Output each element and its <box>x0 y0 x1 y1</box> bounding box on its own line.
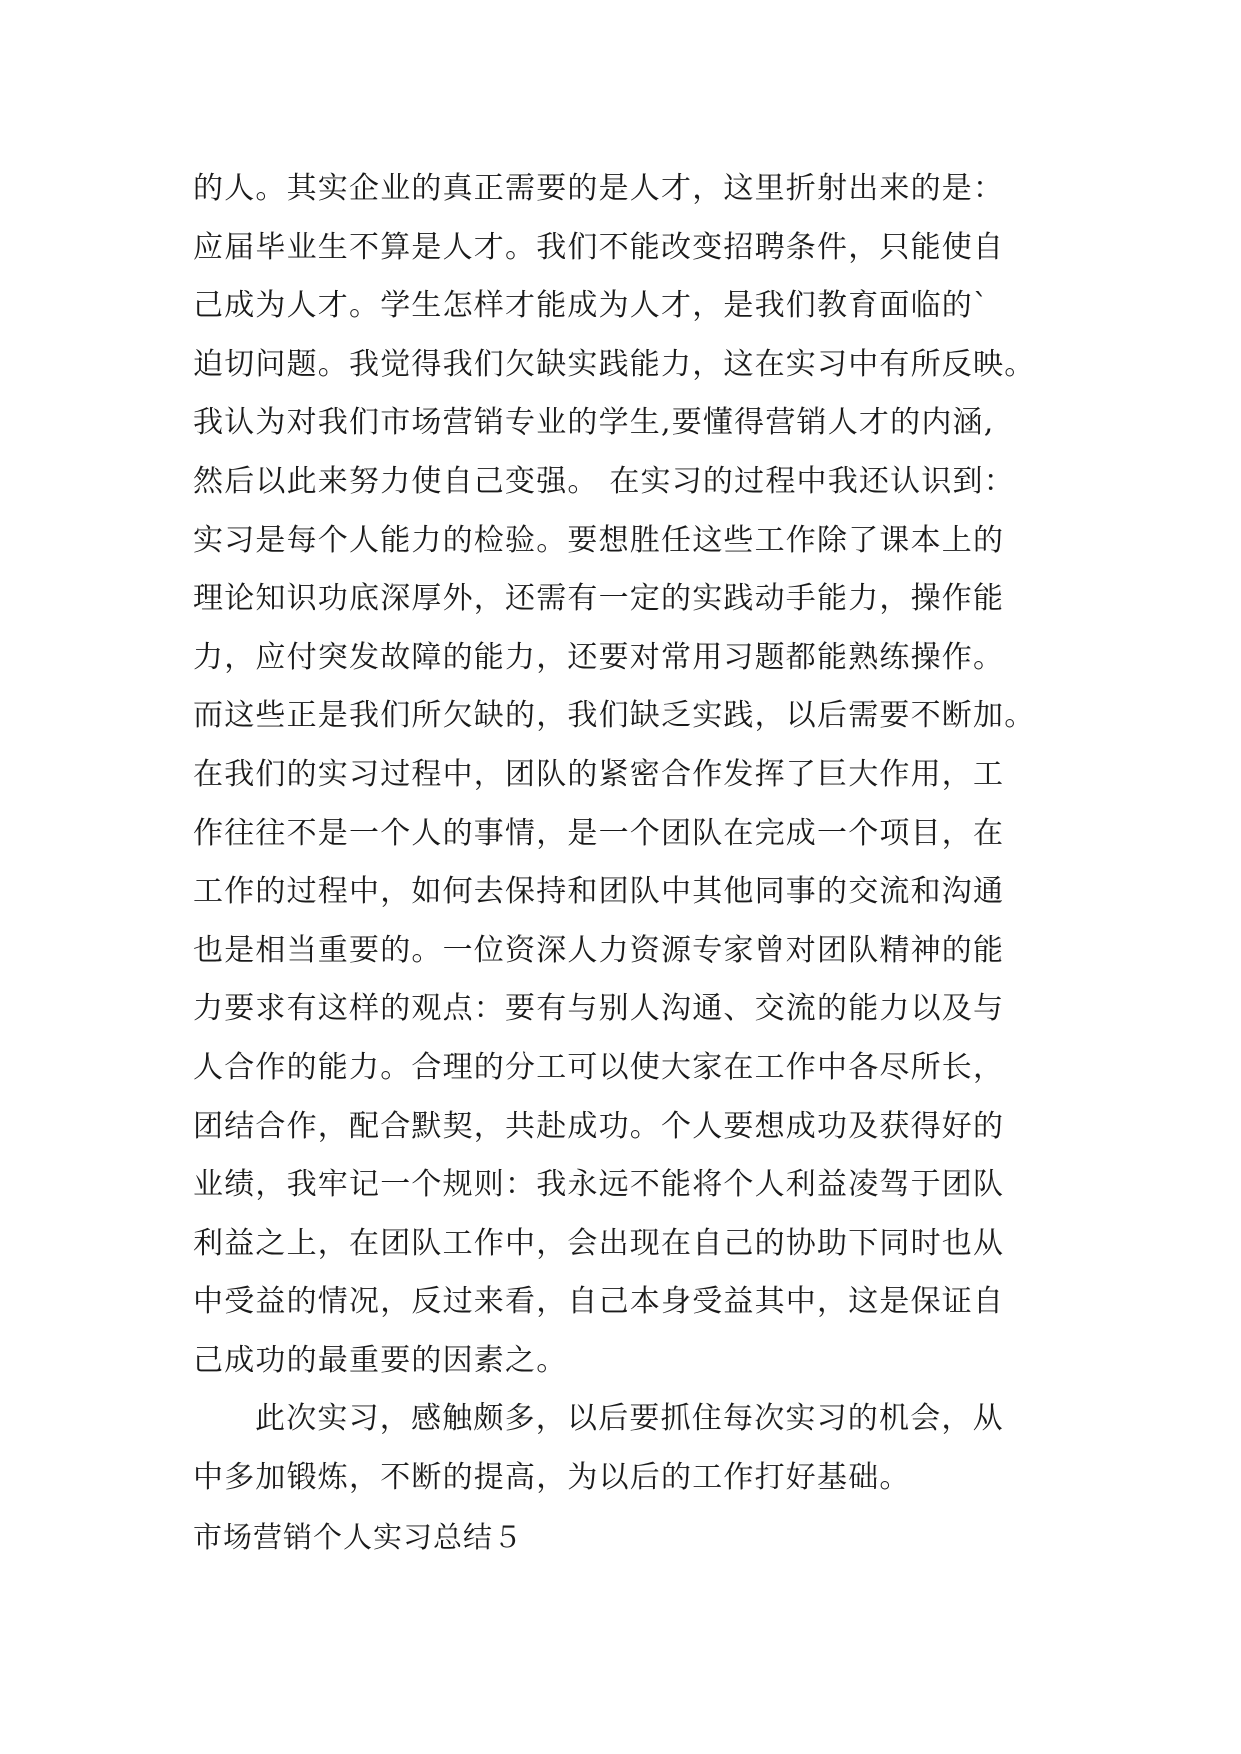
text-line: 利益之上，在团队工作中，会出现在自己的协助下同时也从 <box>193 1225 1005 1261</box>
body-text <box>193 160 1073 1566</box>
text-line: 的人。其实企业的真正需要的是人才，这里折射出来的是： <box>193 171 1005 206</box>
text-line: 力，应付突发故障的能力，还要对常用习题都能熟练操作。 <box>193 639 1005 675</box>
text-line: 实习是每个人能力的检验。要想胜任这些工作除了课本上的 <box>193 522 1005 558</box>
text-line: 己成为人才。学生怎样才能成为人才，是我们教育面临的` <box>193 288 990 324</box>
text-line: 人合作的能力。合理的分工可以使大家在工作中各尽所长， <box>193 1049 1005 1085</box>
text-line: 迫切问题。我觉得我们欠缺实践能力，这在实习中有所反映。 <box>193 346 1036 382</box>
text-line: 己成功的最重要的因素之。 <box>193 1342 568 1378</box>
text-line: 业绩，我牢记一个规则：我永远不能将个人利益凌驾于团队 <box>193 1167 1005 1203</box>
text-line: 作往往不是一个人的事情，是一个团队在完成一个项目，在 <box>193 815 1005 851</box>
text-line: 工作的过程中，如何去保持和团队中其他同事的交流和沟通 <box>193 874 1005 910</box>
text-line: 也是相当重要的。一位资深人力资源专家曾对团队精神的能 <box>193 932 1005 968</box>
text-line: 然后以此来努力使自己变强。 在实习的过程中我还认识到： <box>193 463 1015 499</box>
text-line: 我认为对我们市场营销专业的学生,要懂得营销人才的内涵, <box>193 405 995 441</box>
text-line: 而这些正是我们所欠缺的，我们缺乏实践，以后需要不断加。 <box>193 698 1036 734</box>
text-line: 中多加锻炼，不断的提高，为以后的工作打好基础。 <box>193 1460 911 1496</box>
text-line: 团结合作，配合默契，共赴成功。个人要想成功及获得好的 <box>193 1108 1005 1144</box>
paragraph-start-line: 此次实习，感触颇多，以后要抓住每次实习的机会，从 <box>255 1401 1004 1437</box>
section-heading: 市场营销个人实习总结５ <box>193 1519 524 1554</box>
text-line: 中受益的情况，反过来看，自己本身受益其中，这是保证自 <box>193 1284 1005 1320</box>
text-line: 在我们的实习过程中，团队的紧密合作发挥了巨大作用，工 <box>193 756 1005 792</box>
text-line: 力要求有这样的观点：要有与别人沟通、交流的能力以及与 <box>193 991 1005 1027</box>
text-line: 应届毕业生不算是人才。我们不能改变招聘条件，只能使自 <box>193 229 1005 265</box>
text-line: 理论知识功底深厚外，还需有一定的实践动手能力，操作能 <box>193 581 1005 617</box>
